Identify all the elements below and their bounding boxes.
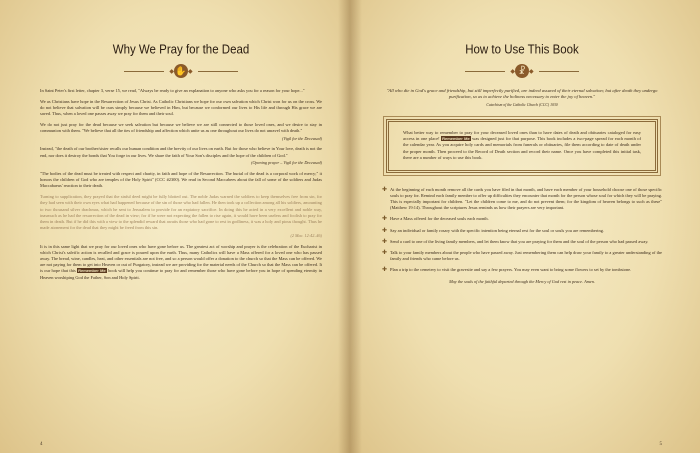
text-run: What better way to remember to pray for your deceased loved ones than to have dates of death and obituaries cataloged for easy access in one place! <box>403 129 641 142</box>
quote-citation: Catechism of the Catholic Church (CCC) 1030 <box>486 103 558 108</box>
cross-bullet-icon: ✚ <box>382 238 388 245</box>
list-item-text: Plan a trip to the cemetery to visit the gravesite and say a few prayers. You may even want to bring some flowers to set by the tombstone. <box>390 267 632 273</box>
ornament-flourish-icon: ◆ <box>188 68 193 75</box>
chi-rho-icon: ☧ <box>515 64 529 78</box>
paragraph: We do not just pray for the dead because we seek salvation but because we believe we are still connected to those loved ones, and we desire to stay in communion with them. "We believe that all the ties of friendship and affection which unite us as one throughout our lives do not unravel with death." <box>40 121 322 134</box>
list-item-text: Talk to your family members about the people who have passed away. Just remembering them can help draw your family to a greater understanding of the family and friends who came before us. <box>390 250 662 262</box>
text-run: It is in this same light that we pray for our loved ones who have gone before us. The greatest act of worship and prayer is the celebration of the Eucharist in which Christ's salvific action is recalled and grace is poured upon the earth. Thus, many Catholics will have a Mass offered for a loved one who has passed away. The bread, wine, candles, heat, and other essentials are not free, and so a person would offer a donation to the church so that the Mass can be offered. We are not paying for them to get into Heaven or out of Purgatory, instead we are providing for the material needs of the Church so that the Mass can be offered. It is our hope that this <box>40 243 322 274</box>
page-title: Why We Pray for the Dead <box>112 43 250 57</box>
instructions-box <box>386 119 658 173</box>
text-run: was designed just for that purpose. This book includes a two-page spread for each month of the calendar year. As you acquire holy cards and memorials from funerals or obituaries, file them according to date of death under the proper month. Then proceed to the Record of Death section and record their name. Once you have completed this initial task, there are a number of ways to use this book. <box>403 136 642 161</box>
right-page <box>350 0 700 453</box>
catechism-quote: "All who die in God's grace and friendship, but still imperfectly purified, are indeed assured of their eternal salvation; but after death they undergo purification, so as to achieve the holiness necessary to enter the joy of heaven." <box>386 88 658 100</box>
text-run: book will help you continue to pray for and remember those who have gone before you in hope of spending eternity in Heaven worshiping God the Father, Son and Holy Spirit. <box>40 268 322 280</box>
title-ornament <box>382 64 662 78</box>
list-item-text: At the beginning of each month remove all the cards you have filed in that month, and have each member of your household choose one of those specific souls to pray for. Remind each family member to offer up difficulties they encounter that month for the person whose soul for which they will be praying. This is especially important for children. "Let the children come to me, and do not prevent them; for the kingdom of heaven belongs to such as these" (Matthew 19:14). Throughout the scriptures Jesus reminds us how their prayers are very important. <box>390 186 662 211</box>
list-item <box>382 267 662 273</box>
paragraph: "The bodies of the dead must be treated with respect and charity, in faith and hope of the Resurrection. The burial of the dead is a corporal work of mercy;" it honors the children of God who are temples of the Holy Spirit" (CCC #2300). We read in Second Maccabees about the fall of some of the soldiers and Judas Maccabaeus' reaction to their death. <box>40 171 322 189</box>
ornament-flourish-icon: ◆ <box>169 68 174 75</box>
list-item <box>382 239 662 245</box>
paragraph: In Saint Peter's first letter, chapter 3, verse 15, we read, "Always be ready to give an explanation to anyone who asks you for a reason for your hope..." <box>40 88 305 93</box>
ornament-line <box>465 71 505 72</box>
ornament-line <box>539 71 579 72</box>
page-number: 4 <box>40 442 43 447</box>
list-item <box>382 250 662 262</box>
praying-hands-icon: ✋ <box>175 66 187 76</box>
citation: (2 Mac. 12:42–46) <box>290 232 322 238</box>
page-title: How to Use This Book <box>465 43 579 57</box>
list-item-text: Have a Mass offered for the deceased souls each month. <box>390 216 489 222</box>
ornament-flourish-icon: ◆ <box>510 68 515 75</box>
cross-bullet-icon: ✚ <box>382 227 388 234</box>
citation: (Opening prayer – Vigil for the Deceased) <box>251 160 322 166</box>
list-item <box>382 187 662 212</box>
cross-bullet-icon: ✚ <box>382 267 388 274</box>
ornament-flourish-icon: ◆ <box>529 68 534 75</box>
list-item-text: Say an individual or family rosary with the specific intention being eternal rest for the soul or souls you are remembering. <box>390 227 604 233</box>
scripture-passage: Turning to supplication, they prayed that the sinful deed might be fully blotted out. The noble Judas warned the soldiers to keep themselves free from sin, for they had seen with their own eyes what had happened because of the sin of those who had fallen. He then took up a collection among all his soldiers, amounting to two thousand silver drachmas, which he sent to Jerusalem to provide for an expiatory sacrifice. In doing this he acted in a very excellent and noble way, inasmuch as he had the resurrection of the dead in view; for if he were not expecting the fallen to rise again, it would have been useless and foolish to pray for them in death. But if he did this with a view to the splendid reward that awaits those who had gone to rest in godliness, it was a holy and pious thought. Thus he made atonement for the dead that they might be freed from this sin. <box>40 194 322 231</box>
closing-prayer: May the souls of the faithful departed through the Mercy of God rest in peace. Amen. <box>449 278 595 284</box>
citation: (Vigil for the Deceased) <box>281 135 322 141</box>
cross-bullet-icon: ✚ <box>382 216 388 223</box>
paragraph: Instead, "the death of our brother/sister recalls our human condition and the brevity of our lives on earth. But for those who believe in Your love, death is not the end, nor does it destroy the bonds that You forge in our lives. We share the faith of Your Son's disciples and the hope of the children of God." <box>40 146 322 158</box>
book-title-highlight: Remember Me <box>78 268 106 274</box>
cross-bullet-icon: ✚ <box>382 186 388 193</box>
list-item <box>382 228 662 234</box>
cross-bullet-icon: ✚ <box>382 250 388 257</box>
list-item <box>382 216 662 222</box>
list-item-text: Send a card to one of the living family members, and let them know that you are praying for them and the soul of the person who had passed away. <box>390 238 649 244</box>
title-ornament <box>40 64 322 78</box>
ornament-line <box>198 71 238 72</box>
ornament-line <box>124 71 164 72</box>
box-text <box>403 130 641 162</box>
page-number: 5 <box>659 442 662 447</box>
paragraph: We as Christians have hope in the Resurrection of Jesus Christ. As Catholic Christians we hope for our own salvation which Christ won for us on the cross. We do not believe that salvation will be ours simply because we believed in Him, but because we conformed our lives to His life and through His grace we are saved. Thus, when a loved one passes away we pray for them and their soul. <box>40 98 322 117</box>
book-title-highlight: Remember Me <box>442 136 470 142</box>
paragraph <box>40 244 322 281</box>
